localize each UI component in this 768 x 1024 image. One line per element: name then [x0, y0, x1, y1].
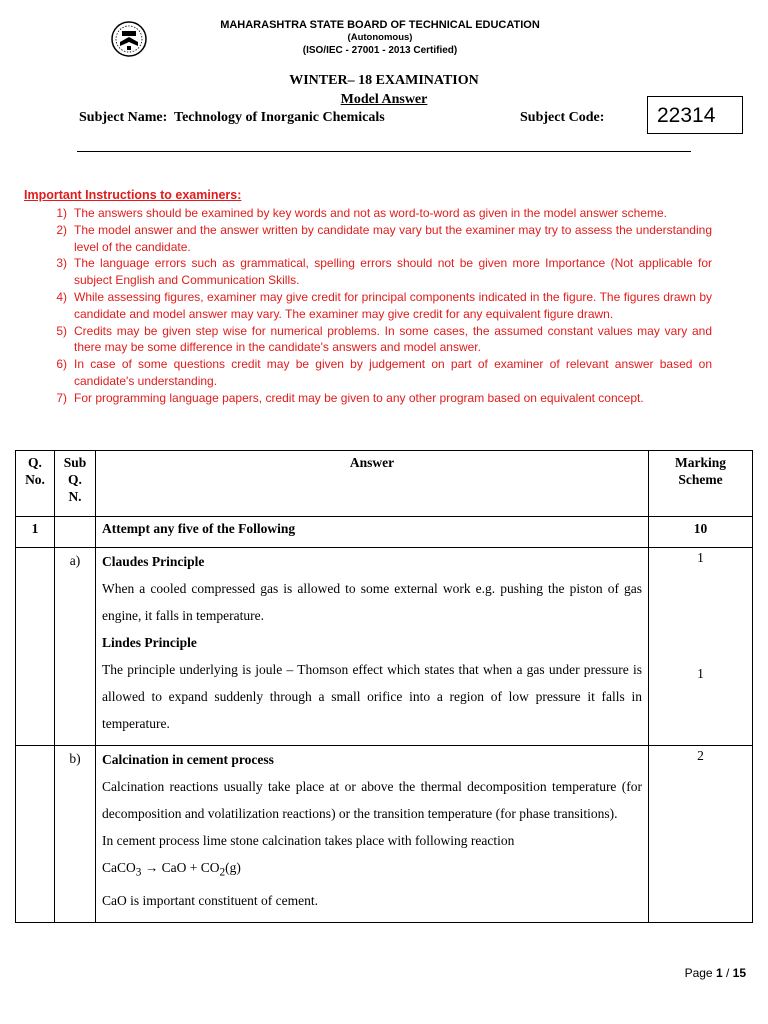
- instruction-item: [24, 255, 712, 289]
- instruction-item: [24, 289, 712, 323]
- subject-code-label: Subject Code:: [520, 110, 605, 125]
- instruction-number: 2): [56, 222, 67, 237]
- instruction-text: For programming language papers, credit may be given to any other program based on equivalent concept.: [74, 390, 644, 405]
- question-marks: 10: [649, 517, 753, 548]
- qno-empty: [16, 746, 55, 923]
- subq-label: b): [55, 746, 96, 923]
- instructions-list: [24, 205, 712, 407]
- table-row: [16, 746, 753, 923]
- iso-label: (ISO/IEC - 27001 - 2013 Certified): [302, 45, 458, 56]
- instruction-number: 4): [56, 289, 67, 304]
- answer-heading: Calcination in cement process: [102, 752, 274, 767]
- answer-paragraph: When a cooled compressed gas is allowed to some external work e.g. pushing the piston of gas engine, it falls in temperature.: [102, 581, 642, 623]
- answer-paragraph: The principle underlying is joule – Thomson effect which states that when a gas under pressure is allowed to expand suddenly through a small orifice into a region of low pressure it falls in temperature.: [102, 662, 642, 731]
- table-header-row: [16, 451, 753, 517]
- instruction-number: 3): [56, 256, 67, 271]
- mark-value: 1: [697, 666, 704, 681]
- page-number: Page 1 / 15: [684, 966, 746, 980]
- instruction-item: [24, 222, 712, 256]
- model-answer-title: Model Answer: [340, 92, 428, 107]
- instruction-number: 5): [56, 323, 67, 338]
- instruction-number: 6): [56, 357, 67, 372]
- instruction-text: The answers should be examined by key words and not as word-to-word as given in the model answer scheme.: [74, 206, 667, 220]
- subject-name-label: Subject Name:: [79, 110, 168, 125]
- instruction-text: In case of some questions credit may be given by judgement on part of examiner of relevant answer based on candidate's understanding.: [74, 357, 712, 388]
- answer-paragraph: CaO is important constituent of cement.: [102, 892, 318, 908]
- table-row: [16, 517, 753, 548]
- subq-empty: [55, 517, 96, 548]
- header-answer: Answer: [96, 451, 649, 517]
- question-number: 1: [16, 517, 55, 548]
- header-qno: Q. No.: [16, 451, 55, 517]
- answer-cell: [96, 548, 649, 746]
- instruction-text: The model answer and the answer written by candidate may vary but the examiner may try to assess the understanding level of the candidate.: [74, 222, 712, 254]
- answer-heading: Lindes Principle: [102, 635, 197, 650]
- exam-title: WINTER– 18 EXAMINATION: [289, 73, 479, 88]
- question-title: Attempt any five of the Following: [96, 517, 649, 548]
- autonomous-label: (Autonomous): [347, 32, 413, 43]
- chemical-equation: CaCO$_3$ → CaO + $CO_2(g)$: [102, 860, 241, 879]
- answer-heading: Claudes Principle: [102, 554, 205, 569]
- instruction-item: [24, 390, 712, 407]
- header-divider: [77, 151, 691, 152]
- board-name: MAHARASHTRA STATE BOARD OF TECHNICAL EDUCATION: [220, 19, 540, 31]
- instruction-text: While assessing figures, examiner may give credit for principal components indicated in the figure. The figures drawn by candidate and model answer may vary. The examiner may give credit for any equivalent figure drawn.: [74, 289, 712, 321]
- marks-cell: [649, 548, 753, 746]
- mark-value: 2: [649, 746, 753, 923]
- subject-code-box: 22314: [647, 96, 743, 134]
- instruction-number: 7): [56, 390, 67, 405]
- instruction-number: 1): [56, 206, 67, 220]
- instructions-title: Important Instructions to examiners:: [24, 188, 242, 202]
- table-row: [16, 548, 753, 746]
- subject-name: [79, 110, 385, 126]
- header-marking: Marking Scheme: [649, 451, 753, 517]
- subject-name-value: Technology of Inorganic Chemicals: [174, 110, 385, 125]
- instruction-text: The language errors such as grammatical, spelling errors should not be given more Importance (Not applicable for subject English and Communication Skills.: [74, 256, 712, 288]
- board-logo: [110, 20, 148, 58]
- qno-empty: [16, 548, 55, 746]
- instruction-item: [24, 323, 712, 357]
- answer-paragraph: Calcination reactions usually take place at or above the thermal decomposition temperature (for decomposition and volatilization reactions) or the transition temperature (for phase transitions).: [102, 779, 642, 821]
- instruction-item: [24, 205, 712, 222]
- header-subq: Sub Q. N.: [55, 451, 96, 517]
- answer-table: [15, 450, 753, 923]
- subq-label: a): [55, 548, 96, 746]
- instruction-item: [24, 356, 712, 390]
- answer-cell: [96, 746, 649, 923]
- answer-paragraph: In cement process lime stone calcination takes place with following reaction: [102, 833, 515, 848]
- mark-value: 1: [697, 550, 704, 565]
- instruction-text: Credits may be given step wise for numerical problems. In some cases, the assumed constant values may vary and there may be some difference in the candidate's answers and model answer.: [74, 323, 712, 355]
